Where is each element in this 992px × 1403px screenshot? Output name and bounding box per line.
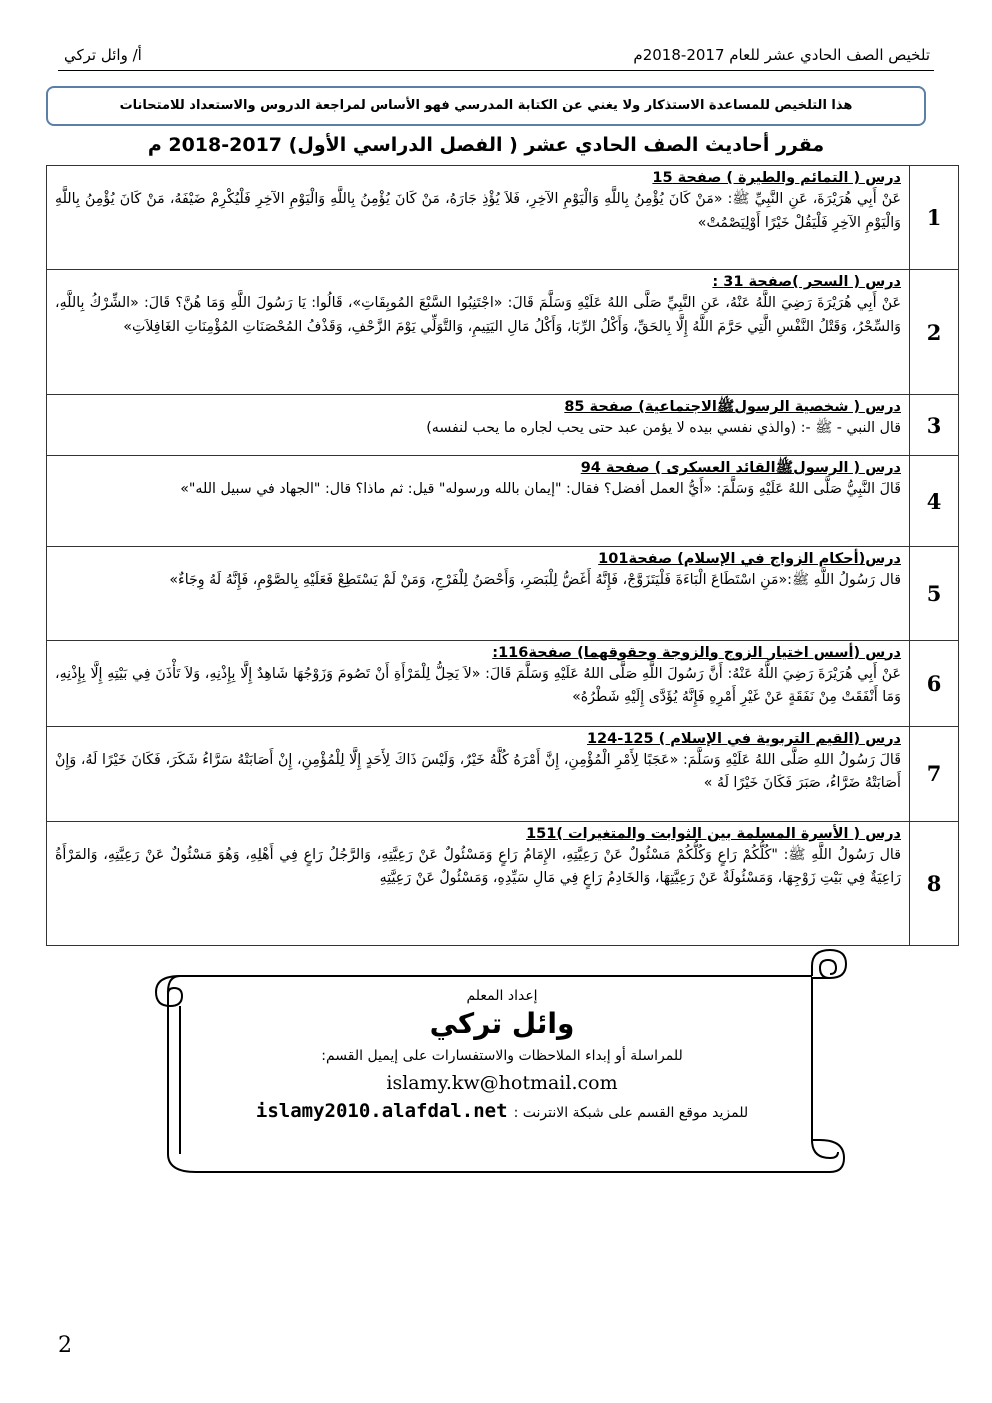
- lesson-cell: [47, 547, 910, 640]
- lesson-text: قَالَ رَسُولُ اللهِ صَلَّى اللهُ عَلَيْهِ وَسَلَّمَ: «عَجَبًا لِأَمْرِ الْمُؤْمِنِ، إِنَّ أَمْرَهُ كُلَّهُ خَيْرٌ، وَلَيْسَ ذَاكَ لِأَحَدٍ إِلَّا لِلْمُؤْمِنِ، إِنْ أَصَابَتْهُ سَرَّاءُ شَكَرَ، فَكَانَ خَيْرًا لَهُ، وَإِنْ أَصَابَتْهُ ضَرَّاءُ، صَبَرَ فَكَانَ خَيْرًا لَهُ »: [55, 751, 901, 792]
- page-title: مقرر أحاديث الصف الحادي عشر ( الفصل الدراسي الأول) 2017-2018 م: [147, 134, 825, 156]
- lessons-table: [46, 165, 959, 946]
- website-label: للمزيد موقع القسم على شبكة الانترنت :: [513, 1105, 749, 1121]
- lesson-cell: [47, 166, 910, 270]
- lesson-text: قال رَسُولُ اللَّهِ ﷺ:«مَنِ اسْتَطَاعَ الْبَاءَةَ فَلْيَتَزَوَّجْ، فَإِنَّهُ أَغَضُّ لِلْبَصَرِ، وَأَحْصَنُ لِلْفَرْجِ، وَمَنْ لَمْ يَسْتَطِعْ فَعَلَيْهِ بِالصَّوْمِ، فَإِنَّهُ لَهُ وِجَاءٌ»: [169, 572, 901, 589]
- lesson-title: درس ( التمائم والطيرة ) صفحة 15: [652, 170, 901, 186]
- page-number: 2: [58, 1333, 72, 1358]
- lesson-text: قَالَ النَّبِيُّ صَلَّى اللهُ عَلَيْهِ وَسَلَّمَ: «أَيُّ العمل أفضل؟ فقال: "إيمان بالله ورسوله" قيل: ثم ماذا؟ قال: "الجهاد في سبيل الله"»: [180, 481, 901, 498]
- teacher-info: [196, 988, 808, 1122]
- lesson-title: درس(أحكام الزواج في الإسلام) صفحة101: [598, 551, 901, 568]
- email-address: islamy.kw@hotmail.com: [386, 1072, 618, 1094]
- table-row: [47, 166, 959, 270]
- table-row: [47, 456, 959, 547]
- lesson-cell: [47, 821, 910, 945]
- lesson-number: 2: [910, 270, 959, 395]
- lesson-number: 7: [910, 726, 959, 821]
- notice-box: هذا التلخيص للمساعدة الاستذكار ولا يغني عن الكتابة المدرسي فهو الأساس لمراجعة الدروس والاستعداد للامتحانات: [46, 86, 926, 126]
- lesson-number: 3: [910, 395, 959, 456]
- table-row: [47, 270, 959, 395]
- table-row: [47, 640, 959, 726]
- lesson-title: درس ( الرسولﷺالقائد العسكرى ) صفحة 94: [580, 460, 901, 477]
- contact-text: للمراسلة أو إبداء الملاحظات والاستفسارات على إيميل القسم:: [321, 1048, 683, 1064]
- lesson-text: عَنْ أَبِي هُرَيْرَةَ رَضِيَ اللَّهُ عَنْهُ، عَنِ النَّبِيِّ صَلَّى اللهُ عَلَيْهِ وَسَلَّمَ قَالَ: «اجْتَنِبُوا السَّبْعَ المُوبِقَاتِ»، قَالُوا: يَا رَسُولَ اللَّهِ وَمَا هُنَّ؟ قَالَ: «الشِّرْكُ بِاللَّهِ، وَالسِّحْرُ، وَقَتْلُ النَّفْسِ الَّتِي حَرَّمَ اللَّهُ إِلَّا بِالحَقِّ، وَأَكْلُ الرِّبَا، وَأَكْلُ مَالِ اليَتِيمِ، وَالتَّوَلِّي يَوْمَ الزَّحْفِ، وَقَذْفُ المُحْصَنَاتِ المُؤْمِنَاتِ الغَافِلاَتِ»: [55, 295, 901, 335]
- prepared-by-label: إعداد المعلم: [466, 988, 538, 1004]
- lesson-number: 1: [910, 166, 959, 270]
- table-row: [47, 821, 959, 945]
- author-name: أ/ وائل تركي: [64, 46, 142, 64]
- lesson-number: 5: [910, 547, 959, 640]
- lesson-number: 4: [910, 456, 959, 547]
- lesson-text: عَنْ أَبِي هُرَيْرَةَ، عَنِ النَّبِيِّ ﷺ: «مَنْ كَانَ يُؤْمِنُ بِاللَّهِ وَالْيَوْمِ الآخِرِ، فَلاَ يُؤْذِ جَارَهُ، مَنْ كَانَ يُؤْمِنُ بِاللَّهِ وَالْيَوْمِ الآخِرِ فَلْيُكْرِمْ ضَيْفَهُ، مَنْ كَانَ يُؤْمِنُ بِاللَّهِ وَالْيَوْمِ الآخِرِ فَلْيَقُلْ خَيْرًا أَوْلِيَصْمُتْ»: [55, 191, 901, 231]
- lesson-title: درس ( السحر )صفحة 31 :: [712, 274, 901, 291]
- lesson-cell: [47, 456, 910, 547]
- teacher-name: وائل تركي: [429, 1007, 575, 1040]
- lesson-title: درس ( الأسرة المسلمة بين الثوابت والمتغيرات )151: [526, 825, 901, 842]
- teacher-scroll-banner: [140, 944, 860, 1176]
- page-header: [58, 42, 934, 71]
- lesson-number: 8: [910, 821, 959, 945]
- lesson-title: درس (أسس اختيار الزوج والزوجة وحقوقهما) صفحة116:: [492, 644, 901, 661]
- lesson-text: قال رَسُولُ اللَّهِ ﷺ: "كُلُّكُمْ رَاعٍ وَكُلُّكُمْ مَسْئُولٌ عَنْ رَعِيَّتِهِ، الإِمَامُ رَاعٍ وَمَسْئُولٌ عَنْ رَعِيَّتِهِ، وَالرَّجُلُ رَاعٍ فِي أَهْلِهِ، وَهُوَ مَسْئُولٌ عَنْ رَعِيَّتِهِ، وَالمَرْأَةُ رَاعِيَةٌ فِي بَيْتِ زَوْجِهَا، وَمَسْئُولَةٌ عَنْ رَعِيَّتِهَا، وَالخَادِمُ رَاعٍ فِي مَالِ سَيِّدِهِ، وَمَسْئُولٌ عَنْ رَعِيَّتِهِ: [55, 846, 901, 887]
- lesson-cell: [47, 270, 910, 395]
- course-title: تلخيص الصف الحادي عشر للعام 2017-2018م: [633, 46, 930, 64]
- table-row: [47, 395, 959, 456]
- lesson-cell: [47, 726, 910, 821]
- lesson-cell: [47, 640, 910, 726]
- lesson-cell: [47, 395, 910, 456]
- lesson-text: عَنْ أَبِي هُرَيْرَةَ رَضِيَ اللَّهُ عَنْهُ: أَنَّ رَسُولَ اللَّهِ صَلَّى اللهُ عَلَيْهِ وَسَلَّمَ قَالَ: «لاَ يَحِلُّ لِلْمَرْأَةِ أَنْ تَصُومَ وَزَوْجُهَا شَاهِدٌ إِلَّا بِإِذْنِهِ، وَلاَ تَأْذَنَ فِي بَيْتِهِ إِلَّا بِإِذْنِهِ، وَمَا أَنْفَقَتْ مِنْ نَفَقَةٍ عَنْ غَيْرِ أَمْرِهِ فَإِنَّهُ يُؤَدَّى إِلَيْهِ شَطْرُهُ»: [55, 665, 901, 706]
- lesson-title: درس (القيم التربوية في الإسلام ) 125-124: [586, 730, 901, 747]
- lesson-title: درس ( شخصية الرسولﷺالاجتماعية) صفحة 85: [564, 399, 901, 416]
- website-url: islamy2010.alafdal.net: [255, 1100, 508, 1122]
- lesson-number: 6: [910, 640, 959, 726]
- website-line: [196, 1100, 808, 1122]
- table-row: [47, 547, 959, 640]
- lesson-text: قال النبي - ﷺ -: (والذي نفسي بيده لا يؤمن عبد حتى يحب لجاره ما يحب لنفسه): [426, 420, 901, 437]
- table-row: [47, 726, 959, 821]
